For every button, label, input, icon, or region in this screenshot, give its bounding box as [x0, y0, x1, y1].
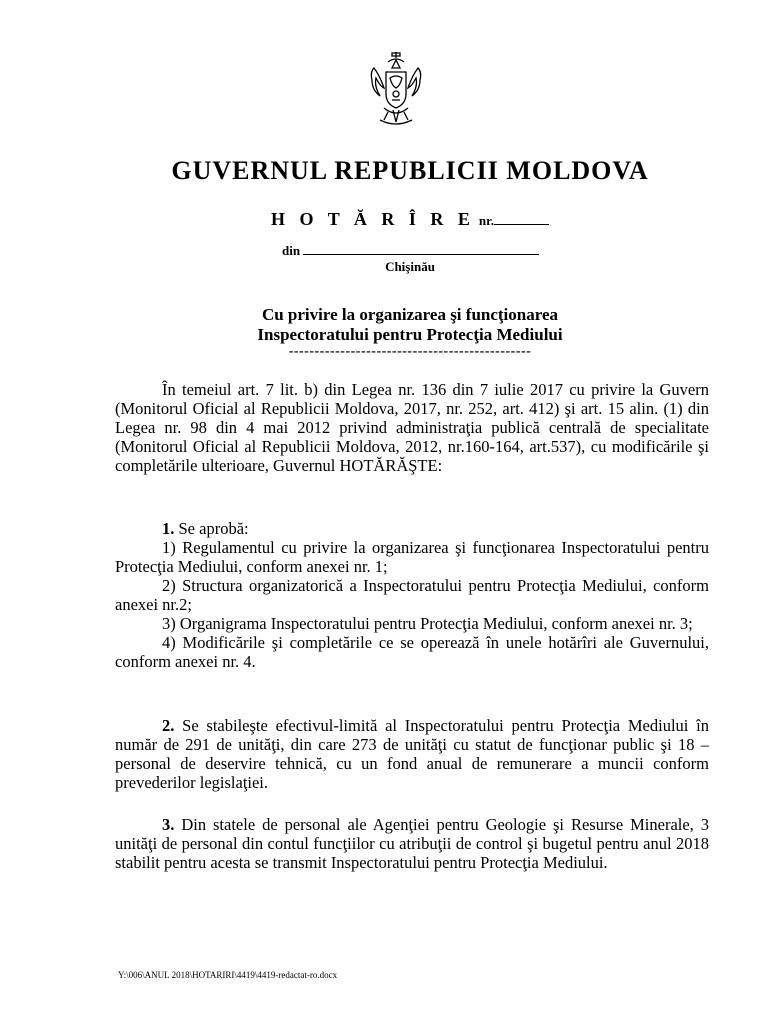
decision-heading — [0, 209, 770, 230]
article-1-intro — [115, 519, 709, 538]
preamble-paragraph: În temeiul art. 7 lit. b) din Legea nr. 136 din 7 iulie 2017 cu privire la Guvern (Monitorul Oficial al Republicii Moldova, 2017, nr. 252, art. 412) şi art. 15 alin. (1) din Legea nr. 98 din 4 mai 2012 privind administraţia publică centrală de specialitate (Monitorul Oficial al Republicii Moldova, 2012, nr.160-164, art.537), cu modificările şi completările ulterioare, Guvernul HOTĂRĂŞTE: — [115, 380, 709, 475]
article-3 — [115, 815, 709, 872]
coat-of-arms-emblem — [366, 50, 426, 130]
decision-word: H O T Ă R Î R E — [271, 209, 475, 229]
date-blank — [303, 254, 539, 255]
date-line — [282, 243, 539, 259]
article-2-number: 2. — [162, 716, 175, 735]
article-3-paragraph — [115, 815, 709, 872]
file-path-footer: Y:\006\ANUL 2018\HOTARIRI\4419\4419-redactat-ro.docx — [118, 970, 338, 980]
article-2-paragraph — [115, 716, 709, 792]
article-1-item-4: 4) Modificările şi completările ce se operează în unele hotărîri ale Guvernului, conform anexei nr. 4. — [115, 633, 709, 671]
article-1-item-2: 2) Structura organizatorică a Inspectoratului pentru Protecţia Mediului, conform anexei nr.2; — [115, 576, 709, 614]
preamble-block — [115, 380, 709, 475]
article-2 — [115, 716, 709, 792]
decision-number-blank — [494, 224, 549, 225]
subject-separator: ----------------------------------------------- — [288, 344, 532, 359]
city-name: Chişinău — [385, 259, 435, 274]
government-title: GUVERNUL REPUBLICII MOLDOVA — [171, 156, 649, 185]
article-3-number: 3. — [162, 815, 175, 834]
date-label: din — [282, 243, 301, 258]
decision-number-label: nr. — [478, 213, 494, 228]
article-1-number: 1. — [162, 519, 175, 538]
article-1 — [115, 519, 709, 671]
subject-line-1: Cu privire la organizarea şi funcţionarea — [261, 305, 559, 324]
article-1-intro-text: Se aprobă: — [174, 519, 249, 538]
article-2-text: Se stabileşte efectivul-limită al Inspectoratului pentru Protecţia Mediului în număr de 291 de unităţi, din care 273 de unităţi cu statut de funcţionar public şi 18 – personal de deservire tehnică, cu un fond anual de remunerare a muncii conform prevederilor legislaţiei. — [115, 716, 709, 792]
article-1-item-1: 1) Regulamentul cu privire la organizarea şi funcţionarea Inspectoratului pentru Protecţia Mediului, conform anexei nr. 1; — [115, 538, 709, 576]
article-3-text: Din statele de personal ale Agenţiei pentru Geologie şi Resurse Minerale, 3 unităţi de personal din contul funcţiilor cu atribuţii de control şi bugetul pentru anul 2018 stabilit pentru acesta se transmit Inspectoratului pentru Protecţia Mediului. — [115, 815, 709, 872]
subject-line-2: Inspectoratului pentru Protecţia Mediului — [257, 325, 563, 344]
decision-subject — [0, 305, 770, 345]
article-1-item-3: 3) Organigrama Inspectoratului pentru Protecţia Mediului, conform anexei nr. 3; — [162, 614, 693, 633]
